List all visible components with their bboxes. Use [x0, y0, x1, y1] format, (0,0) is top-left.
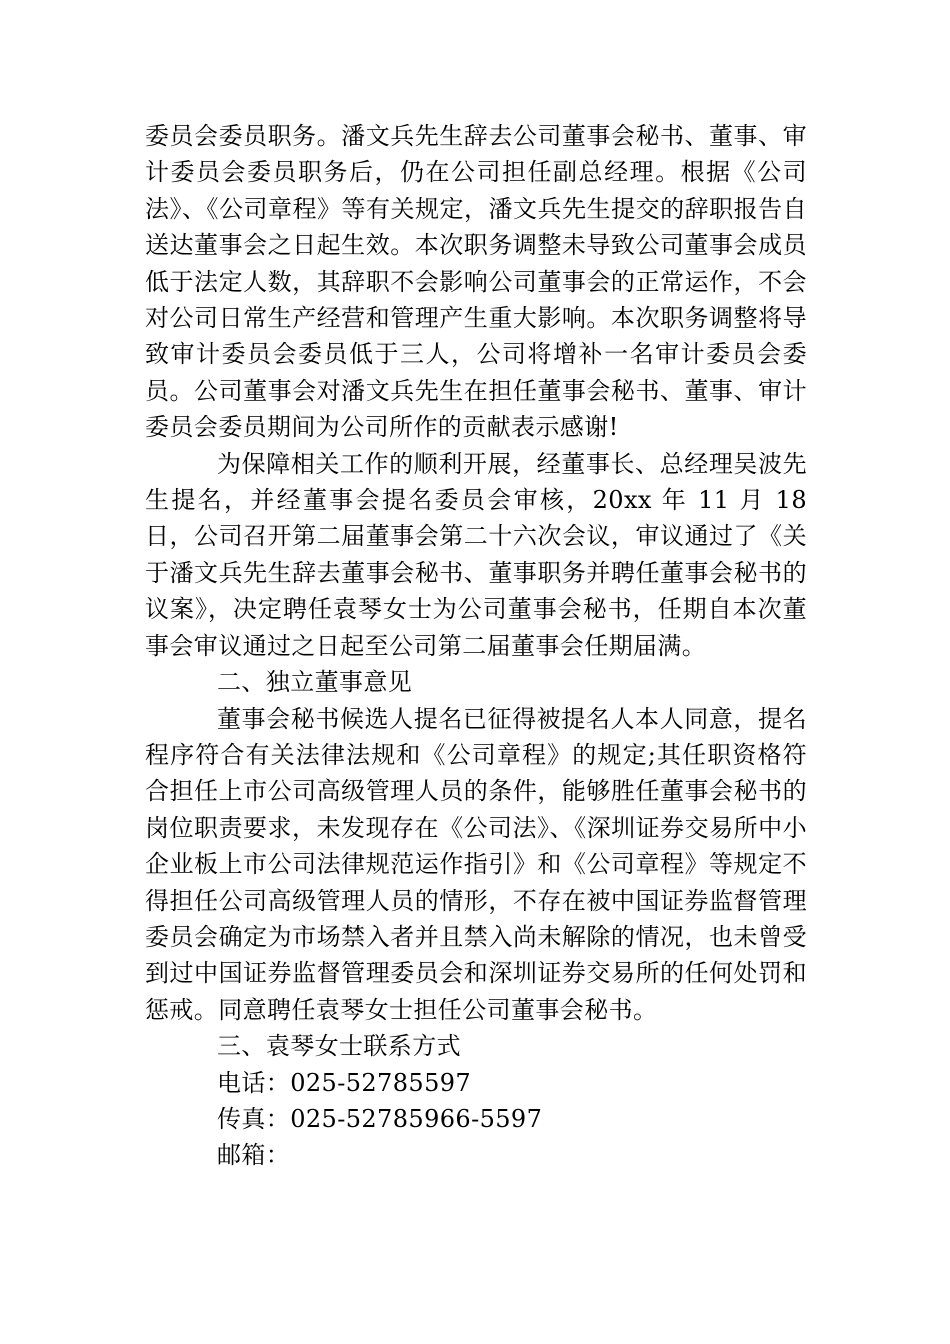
paragraph-resignation: 委员会委员职务。潘文兵先生辞去公司董事会秘书、董事、审计委员会委员职务后，仍在公司担任副总经理。根据《公司法》、《公司章程》等有关规定，潘文兵先生提交的辞职报告自送达董事会之日起生效。本次职务调整未导致公司董事会成员低于法定人数，其辞职不会影响公司董事会的正常运作，不会对公司日常生产经营和管理产生重大影响。本次职务调整将导致审计委员会委员低于三人，公司将增补一名审计委员会委员。公司董事会对潘文兵先生在担任董事会秘书、董事、审计委员会委员期间为公司所作的贡献表示感谢!: [145, 122, 807, 442]
contact-phone: 电话：025-52785597: [217, 1068, 472, 1097]
section-heading-contact: 三、袁琴女士联系方式: [217, 1032, 461, 1061]
paragraph-independent-directors-opinion: 董事会秘书候选人提名已征得被提名人本人同意，提名程序符合有关法律法规和《公司章程》的规定;其任职资格符合担任上市公司高级管理人员的条件，能够胜任董事会秘书的岗位职责要求，未发现存在《公司法》、《深圳证券交易所中小企业板上市公司法律规范运作指引》和《公司章程》等规定不得担任公司高级管理人员的情形，不存在被中国证券监督管理委员会确定为市场禁入者并且禁入尚未解除的情况，也未曾受到过中国证券监督管理委员会和深圳证券交易所的任何处罚和惩戒。同意聘任袁琴女士担任公司董事会秘书。: [145, 704, 807, 1024]
paragraph-appointment: 为保障相关工作的顺利开展，经董事长、总经理吴波先生提名，并经董事会提名委员会审核，20xx 年 11 月 18 日，公司召开第二届董事会第二十六次会议，审议通过了《关于潘文兵先生辞去董事会秘书、董事职务并聘任董事会秘书的议案》，决定聘任袁琴女士为公司董事会秘书，任期自本次董事会审议通过之日起至公司第二届董事会任期届满。: [145, 449, 807, 660]
section-heading-independent-directors-opinion: 二、独立董事意见: [217, 668, 413, 697]
document-body: [145, 118, 807, 1174]
contact-fax: 传真：025-52785966-5597: [217, 1104, 543, 1133]
contact-email: 邮箱：: [217, 1141, 291, 1170]
